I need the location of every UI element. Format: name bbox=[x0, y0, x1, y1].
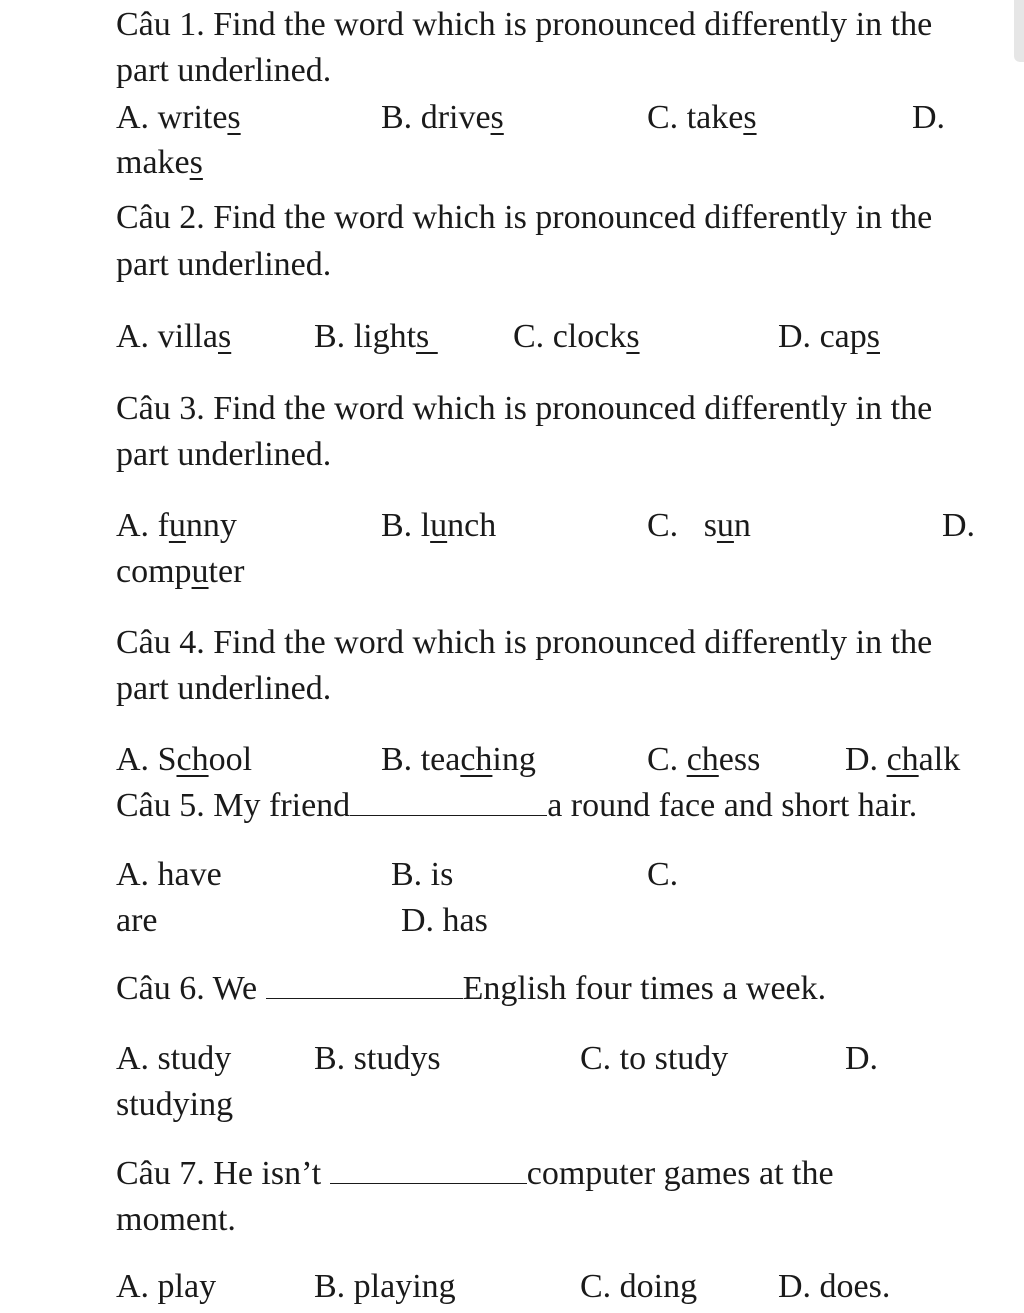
q4-option-a-underlined: ch bbox=[176, 741, 209, 778]
q2-option-c-underlined: s bbox=[626, 318, 640, 355]
q4-option-c-letter: C. bbox=[647, 741, 687, 778]
q3-option-b-post: nch bbox=[447, 507, 497, 544]
q3-option-c-letter: C. bbox=[647, 507, 704, 544]
question-5-stem-pre: Câu 5. My friend bbox=[116, 787, 351, 824]
q1-option-b-letter: B. bbox=[381, 99, 421, 136]
q6-option-c: C. to study bbox=[580, 1040, 729, 1077]
question-7-stem-pre: Câu 7. He isn’t bbox=[116, 1155, 330, 1192]
q6-option-d-letter: D. bbox=[845, 1040, 879, 1077]
q1-option-a-underlined: s bbox=[227, 99, 241, 136]
q3-option-b bbox=[381, 503, 496, 549]
question-2-stem-line-1: Câu 2. Find the word which is pronounced differently in the bbox=[116, 199, 933, 236]
q2-option-c bbox=[513, 314, 640, 360]
q1-option-b-underlined: s bbox=[490, 99, 504, 136]
q4-option-b bbox=[381, 737, 536, 783]
q2-option-d-underlined: s bbox=[866, 318, 880, 355]
q3-option-c-post: n bbox=[733, 507, 751, 544]
question-3-stem-line-1: Câu 3. Find the word which is pronounced differently in the bbox=[116, 390, 933, 427]
q5-option-a: A. have bbox=[116, 856, 222, 893]
q3-option-a-post: nny bbox=[185, 507, 237, 544]
q1-option-c bbox=[647, 95, 757, 141]
q3-option-d-word bbox=[116, 549, 244, 595]
q2-option-a-letter: A. bbox=[116, 318, 158, 355]
q3-option-a-letter: A. bbox=[116, 507, 158, 544]
q3-option-b-pre: l bbox=[420, 507, 431, 544]
q1-option-b-word: drive bbox=[420, 99, 491, 136]
q6-option-a: A. study bbox=[116, 1040, 232, 1077]
q3-option-a bbox=[116, 503, 237, 549]
question-2-stem-line-2: part underlined. bbox=[116, 246, 332, 283]
q4-option-d-letter: D. bbox=[845, 741, 887, 778]
question-6-stem bbox=[116, 966, 826, 1012]
q1-option-c-word: take bbox=[686, 99, 744, 136]
q5-option-b: B. is bbox=[391, 856, 454, 893]
q4-option-d-post: alk bbox=[918, 741, 961, 778]
q2-option-a-word: villa bbox=[157, 318, 218, 355]
q1-option-c-underlined: s bbox=[743, 99, 757, 136]
question-3-stem-line-2: part underlined. bbox=[116, 436, 332, 473]
question-7-stem-post: computer games at the bbox=[526, 1155, 834, 1192]
q4-option-c-underlined: ch bbox=[686, 741, 719, 778]
q1-option-d-letter: D. bbox=[912, 99, 946, 136]
question-7-blank[interactable] bbox=[330, 1155, 527, 1184]
q1-option-d-word bbox=[116, 140, 203, 186]
q6-option-d-word: studying bbox=[116, 1086, 234, 1123]
q4-option-b-underlined: ch bbox=[460, 741, 493, 778]
question-5-stem-post: a round face and short hair. bbox=[547, 787, 918, 824]
q2-option-d-letter: D. bbox=[778, 318, 820, 355]
q1-option-a-word: write bbox=[157, 99, 228, 136]
q7-option-c: C. doing bbox=[580, 1268, 698, 1305]
q2-option-b-word: light bbox=[353, 318, 417, 355]
q4-option-c-post: ess bbox=[718, 741, 761, 778]
q3-option-c-underlined: u bbox=[716, 507, 734, 544]
q3-option-d-underlined: u bbox=[191, 553, 209, 590]
question-1-stem-line-1: Câu 1. Find the word which is pronounced differently in the bbox=[116, 6, 933, 43]
q4-option-b-pre: tea bbox=[420, 741, 461, 778]
q3-option-d-post: ter bbox=[208, 553, 245, 590]
q5-option-d: D. has bbox=[401, 902, 488, 939]
question-1-stem-line-2: part underlined. bbox=[116, 52, 332, 89]
q2-option-a-underlined: s bbox=[218, 318, 232, 355]
question-4-stem-line-1: Câu 4. Find the word which is pronounced differently in the bbox=[116, 624, 933, 661]
q3-option-b-underlined: u bbox=[430, 507, 448, 544]
q1-option-a-letter: A. bbox=[116, 99, 158, 136]
question-6-blank[interactable] bbox=[266, 970, 463, 999]
q4-option-a-letter: A. bbox=[116, 741, 158, 778]
q2-option-d-word: cap bbox=[819, 318, 867, 355]
q1-option-c-letter: C. bbox=[647, 99, 687, 136]
q4-option-d bbox=[845, 737, 960, 783]
q4-option-b-post: ing bbox=[492, 741, 536, 778]
q3-option-c bbox=[647, 503, 751, 549]
question-5-stem bbox=[116, 783, 917, 829]
q5-option-c-word: are bbox=[116, 902, 158, 939]
q1-option-a bbox=[116, 95, 241, 141]
q3-option-d-pre: comp bbox=[116, 553, 192, 590]
q6-option-b: B. studys bbox=[314, 1040, 441, 1077]
q2-option-b-letter: B. bbox=[314, 318, 354, 355]
q2-option-b-underlined: s bbox=[416, 318, 438, 355]
q4-option-a-pre: S bbox=[157, 741, 177, 778]
question-7-stem-line-1 bbox=[116, 1151, 834, 1197]
question-6-stem-post: English four times a week. bbox=[462, 970, 827, 1007]
q2-option-b bbox=[314, 314, 438, 360]
q7-option-d: D. does. bbox=[778, 1268, 891, 1305]
q3-option-c-pre: s bbox=[703, 507, 717, 544]
q7-option-b: B. playing bbox=[314, 1268, 456, 1305]
q2-option-c-letter: C. bbox=[513, 318, 553, 355]
q2-option-d bbox=[778, 314, 880, 360]
q7-option-a: A. play bbox=[116, 1268, 217, 1305]
question-6-stem-pre: Câu 6. We bbox=[116, 970, 266, 1007]
q3-option-a-pre: f bbox=[157, 507, 169, 544]
q1-option-d-underlined: s bbox=[189, 144, 203, 181]
q4-option-d-underlined: ch bbox=[886, 741, 919, 778]
question-4-stem-line-2: part underlined. bbox=[116, 670, 332, 707]
q5-option-c-letter: C. bbox=[647, 856, 679, 893]
q1-option-b bbox=[381, 95, 504, 141]
q1-option-d-stem: make bbox=[116, 144, 190, 181]
q2-option-a bbox=[116, 314, 231, 360]
window-edge bbox=[1014, 0, 1024, 62]
q2-option-c-word: clock bbox=[552, 318, 627, 355]
q4-option-b-letter: B. bbox=[381, 741, 421, 778]
q3-option-d-letter: D. bbox=[942, 507, 976, 544]
q3-option-a-underlined: u bbox=[168, 507, 186, 544]
q4-option-c bbox=[647, 737, 760, 783]
q4-option-a bbox=[116, 737, 252, 783]
question-7-stem-line-2: moment. bbox=[116, 1201, 236, 1238]
q4-option-a-post: ool bbox=[208, 741, 253, 778]
question-5-blank[interactable] bbox=[350, 787, 547, 816]
q3-option-b-letter: B. bbox=[381, 507, 421, 544]
